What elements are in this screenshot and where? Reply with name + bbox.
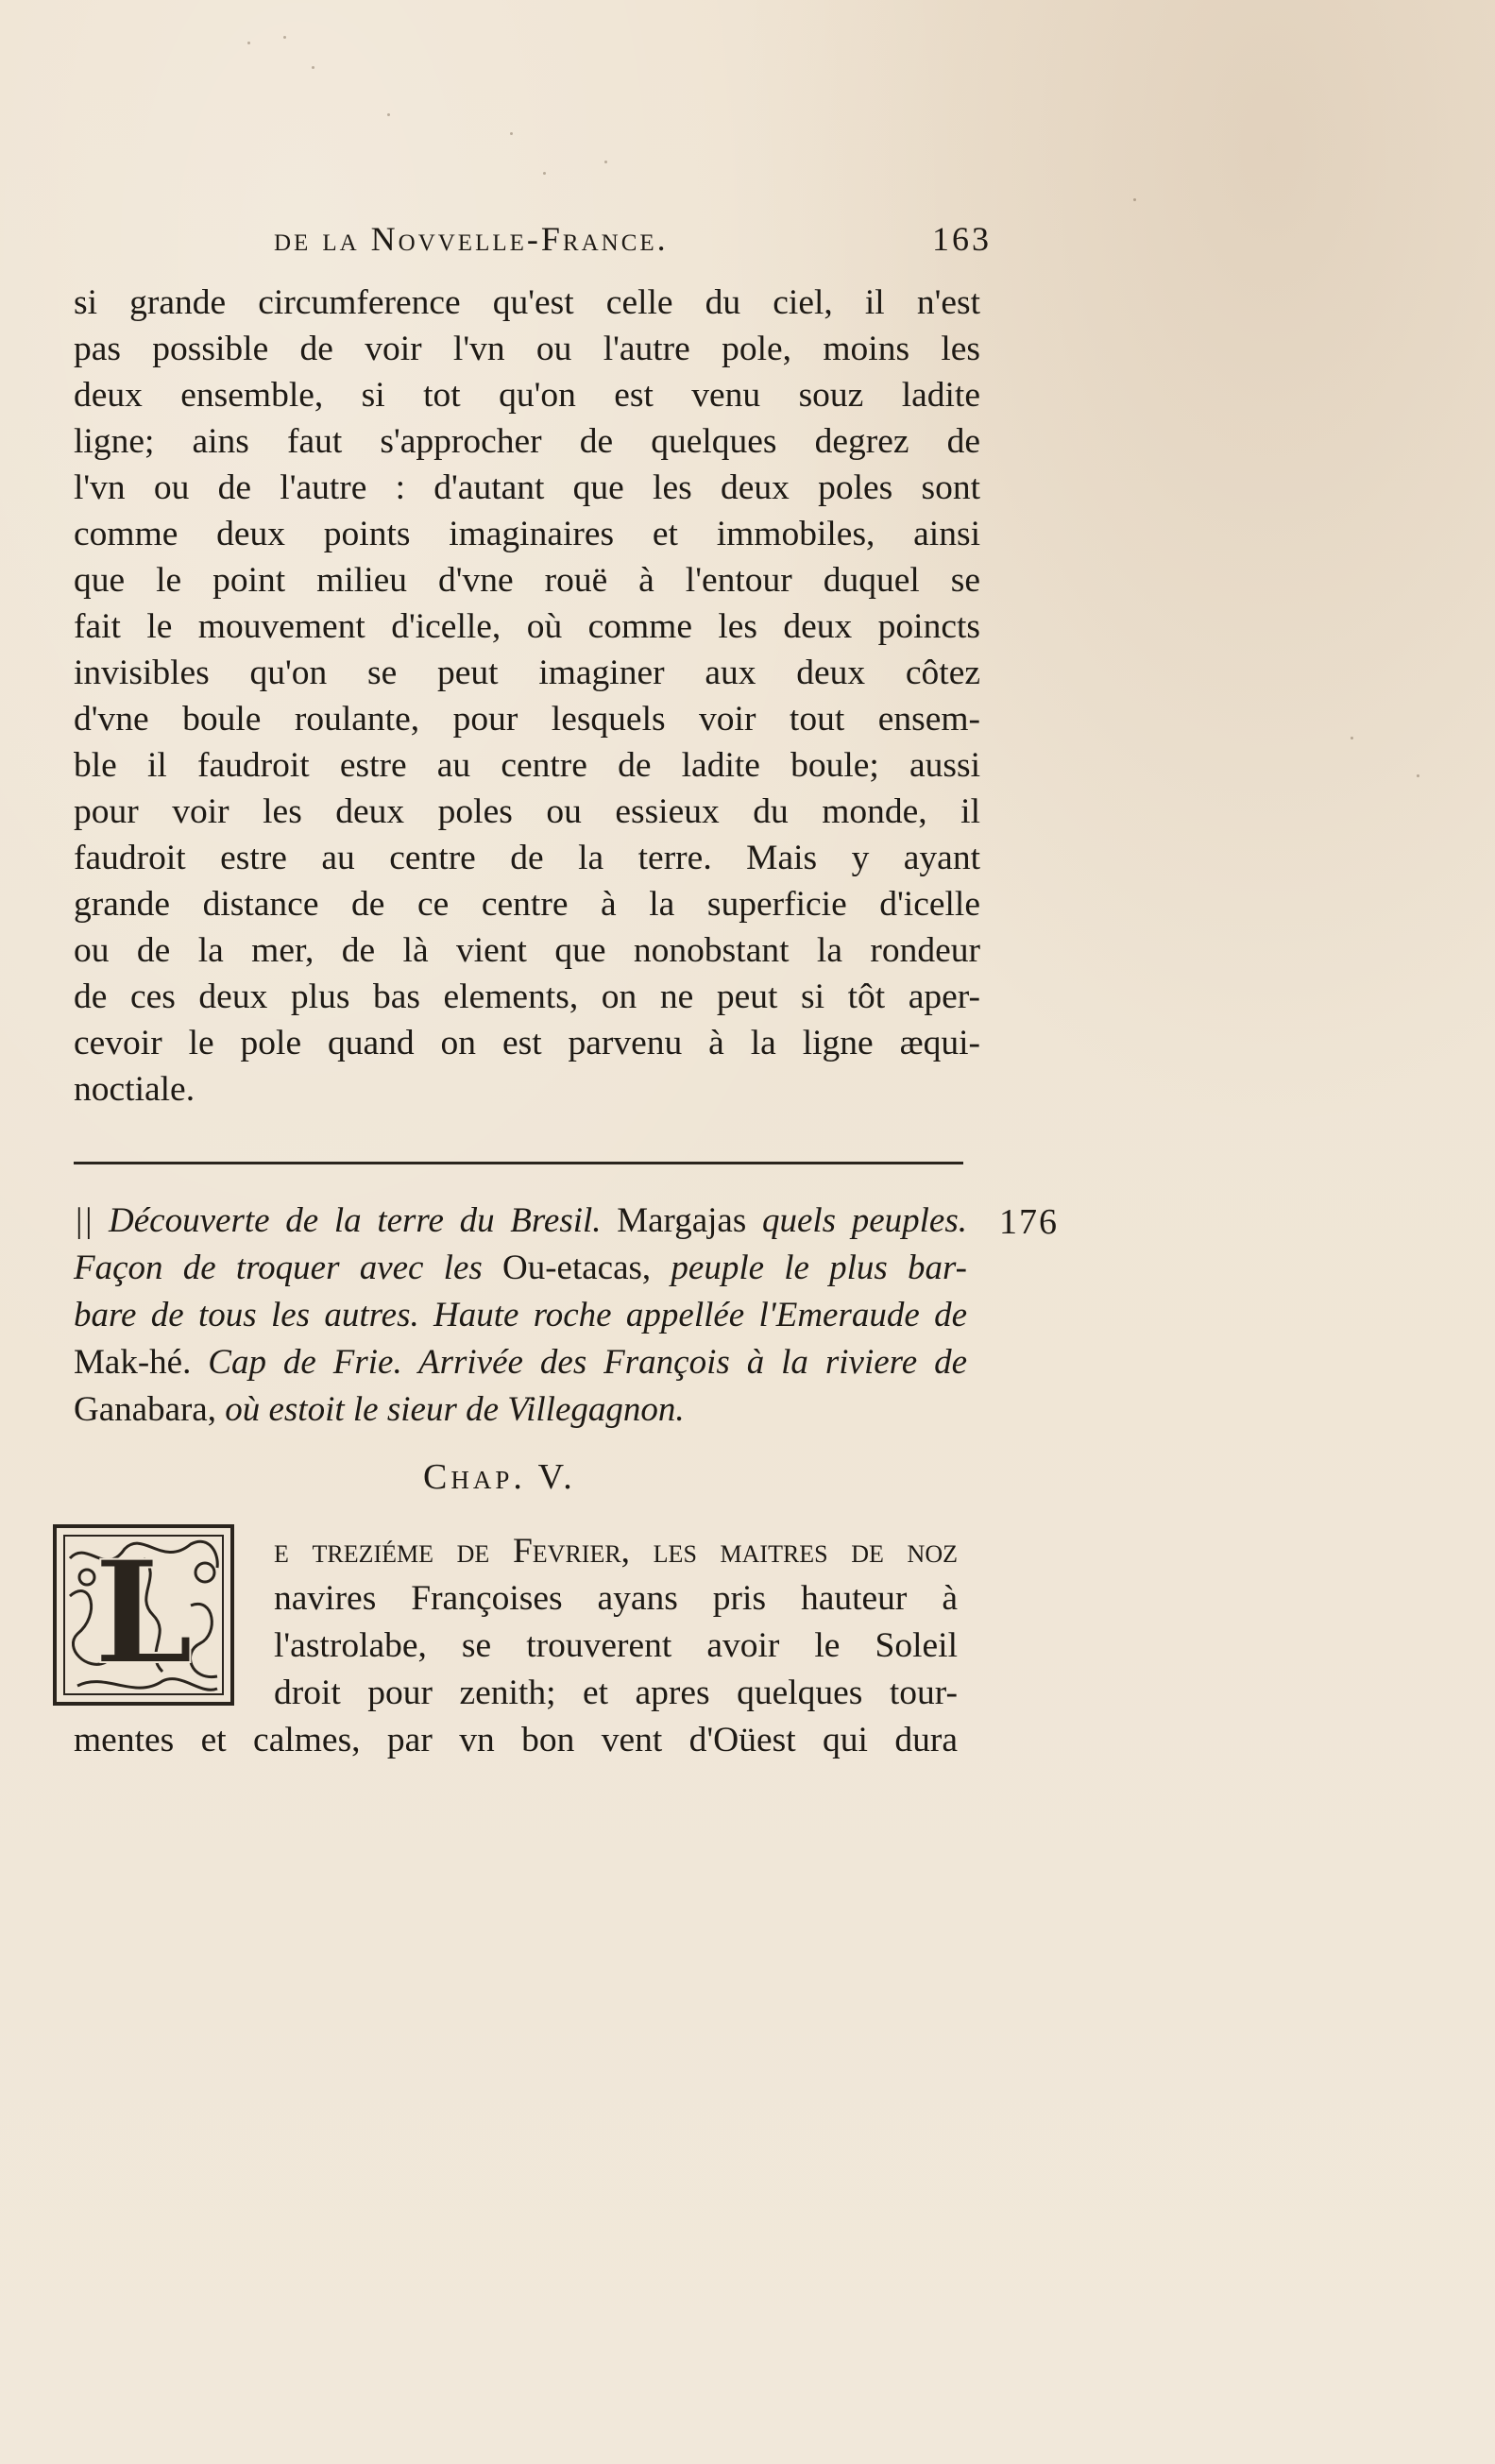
text-line: comme deux points imaginaires et immobiles, ainsi bbox=[74, 515, 980, 553]
dropcap-letter: L bbox=[93, 1530, 194, 1696]
summary-line bbox=[74, 1386, 967, 1434]
summary-italic: où estoit le sieur de Villegagnon. bbox=[225, 1390, 685, 1429]
paper-speck bbox=[312, 66, 314, 69]
text-line: de ces deux plus bas elements, on ne peut si tôt aper- bbox=[74, 977, 980, 1016]
summary-line bbox=[74, 1198, 967, 1245]
summary-italic: || Découverte de la terre du Bresil. bbox=[74, 1201, 602, 1240]
text-line: si grande circumference qu'est celle du ciel, il n'est bbox=[74, 283, 980, 322]
paper-speck bbox=[510, 132, 513, 135]
paper-speck bbox=[387, 113, 390, 116]
text-line: fait le mouvement d'icelle, où comme les deux poincts bbox=[74, 607, 980, 646]
text-line: ble il faudroit estre au centre de ladite boule; aussi bbox=[74, 746, 980, 785]
text-line: droit pour zenith; et apres quelques tour- bbox=[274, 1674, 958, 1712]
text-line: que le point milieu d'vne rouë à l'entour duquel se bbox=[74, 561, 980, 600]
text-line: noctiale. bbox=[74, 1070, 195, 1109]
summary-italic: Façon de troquer avec les bbox=[74, 1249, 483, 1287]
text-line: l'astrolabe, se trouverent avoir le Soleil bbox=[274, 1626, 958, 1665]
summary-italic: peuple le plus bar- bbox=[671, 1249, 968, 1287]
text-line: ou de la mer, de là vient que nonobstant la rondeur bbox=[74, 931, 980, 970]
chapter-summary bbox=[74, 1198, 967, 1434]
summary-roman: Mak-hé. bbox=[74, 1343, 192, 1382]
section-divider bbox=[74, 1162, 963, 1164]
summary-line bbox=[74, 1245, 967, 1292]
page-number: 163 bbox=[932, 220, 992, 258]
paper-speck bbox=[543, 172, 546, 175]
text-line: faudroit estre au centre de la terre. Mais y ayant bbox=[74, 839, 980, 877]
running-title: de la Novvelle-France. bbox=[274, 220, 669, 258]
margin-page-reference: 176 bbox=[999, 1202, 1059, 1242]
summary-italic: quels peuples. bbox=[761, 1201, 968, 1240]
chapter-title: Chap. V. bbox=[423, 1457, 576, 1497]
text-line: pas possible de voir l'vn ou l'autre pole, moins les bbox=[74, 330, 980, 368]
text-line bbox=[74, 1528, 958, 1575]
paper-speck bbox=[1351, 737, 1353, 739]
summary-italic: Cap de Frie. Arrivée des François à la riviere de bbox=[208, 1343, 967, 1382]
dropcap-continuation: e treziéme de Fevrier, les maitres de noz bbox=[274, 1532, 958, 1571]
summary-roman: Margajas bbox=[617, 1201, 747, 1240]
text-line: ligne; ains faut s'approcher de quelques degrez de bbox=[74, 422, 980, 461]
chapter-opening bbox=[74, 1528, 958, 1764]
paper-speck bbox=[247, 42, 250, 44]
summary-italic: bare de tous les autres. Haute roche appellée l'Emeraude de bbox=[74, 1296, 967, 1334]
text-line: pour voir les deux poles ou essieux du monde, il bbox=[74, 792, 980, 831]
text-line: navires Françoises ayans pris hauteur à bbox=[274, 1579, 958, 1618]
body-paragraph bbox=[74, 280, 980, 1113]
text-line: invisibles qu'on se peut imaginer aux deux côtez bbox=[74, 654, 980, 692]
summary-line bbox=[74, 1339, 967, 1386]
paper-speck bbox=[283, 36, 286, 39]
text-line: cevoir le pole quand on est parvenu à la ligne æqui- bbox=[74, 1024, 980, 1062]
text-line: deux ensemble, si tot qu'on est venu souz ladite bbox=[74, 376, 980, 415]
paper-speck bbox=[604, 161, 607, 163]
summary-roman: Ou-etacas, bbox=[502, 1249, 652, 1287]
text-line: d'vne boule roulante, pour lesquels voir tout ensem- bbox=[74, 700, 980, 739]
summary-roman: Ganabara, bbox=[74, 1390, 216, 1429]
summary-line bbox=[74, 1292, 967, 1339]
text-line: mentes et calmes, par vn bon vent d'Oüest qui dura bbox=[74, 1721, 958, 1759]
running-header bbox=[274, 219, 992, 266]
paper-speck bbox=[1417, 774, 1419, 777]
text-line: grande distance de ce centre à la superficie d'icelle bbox=[74, 885, 980, 924]
paper-speck bbox=[1133, 198, 1136, 201]
text-line: l'vn ou de l'autre : d'autant que les deux poles sont bbox=[74, 468, 980, 507]
